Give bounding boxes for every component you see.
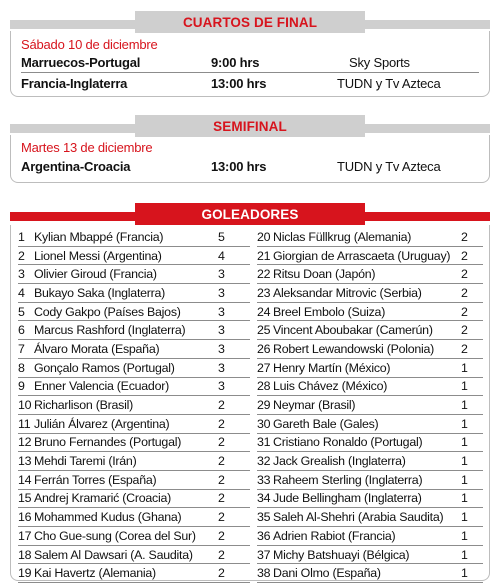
scorers-title: GOLEADORES xyxy=(135,203,365,225)
scorer-rank: 19 xyxy=(18,566,32,581)
scorer-rank: 6 xyxy=(18,323,25,338)
match-time: 9:00 hrs xyxy=(211,55,260,70)
scorer-rank: 34 xyxy=(257,491,271,506)
scorer-goals: 2 xyxy=(218,566,225,581)
scorer-goals: 2 xyxy=(461,304,468,319)
match-time: 13:00 hrs xyxy=(211,159,267,174)
scorer-goals: 3 xyxy=(218,379,225,394)
scorer-goals: 3 xyxy=(218,285,225,300)
scorer-row xyxy=(18,378,250,397)
scorer-row xyxy=(257,452,483,471)
scorer-row xyxy=(18,452,250,471)
scorer-name: Cristiano Ronaldo (Portugal) xyxy=(273,435,423,450)
scorer-rank: 9 xyxy=(18,379,25,394)
scorer-goals: 2 xyxy=(218,435,225,450)
scorer-row xyxy=(257,490,483,509)
match-tv: Sky Sports xyxy=(349,55,410,70)
scorer-row xyxy=(18,434,250,453)
scorer-goals: 3 xyxy=(218,304,225,319)
scorer-row xyxy=(257,378,483,397)
scorer-goals: 2 xyxy=(461,229,468,244)
scorers-box xyxy=(10,225,490,581)
scorer-name: Adrien Rabiot (Francia) xyxy=(273,528,396,543)
scorer-rank: 2 xyxy=(18,248,25,263)
scorer-goals: 2 xyxy=(218,491,225,506)
scorer-name: Jack Grealish (Inglaterra) xyxy=(273,454,406,469)
scorer-rank: 32 xyxy=(257,454,271,469)
scorer-rank: 7 xyxy=(18,341,25,356)
scorer-row xyxy=(18,490,250,509)
scorer-row xyxy=(18,303,250,322)
scorer-row xyxy=(257,284,483,303)
scorer-name: Ritsu Doan (Japón) xyxy=(273,267,376,282)
scorer-name: Andrej Kramarić (Croacia) xyxy=(34,491,171,506)
scorer-rank: 31 xyxy=(257,435,271,450)
scorer-name: Dani Olmo (España) xyxy=(273,566,381,581)
semifinal-header xyxy=(10,115,490,135)
scorer-name: Neymar (Brasil) xyxy=(273,398,356,413)
scorer-row xyxy=(18,359,250,378)
scorer-name: Gonçalo Ramos (Portugal) xyxy=(34,360,175,375)
scorer-row xyxy=(257,321,483,340)
match-row xyxy=(21,53,479,72)
scorer-row xyxy=(257,396,483,415)
scorer-rank: 14 xyxy=(18,472,32,487)
scorer-name: Olivier Giroud (Francia) xyxy=(34,267,157,282)
scorer-rank: 12 xyxy=(18,435,32,450)
scorer-rank: 3 xyxy=(18,267,25,282)
scorer-name: Enner Valencia (Ecuador) xyxy=(34,379,169,394)
scorer-goals: 1 xyxy=(461,454,468,469)
scorers-right-column xyxy=(257,228,483,583)
scorer-rank: 27 xyxy=(257,360,271,375)
scorer-name: Richarlison (Brasil) xyxy=(34,398,133,413)
scorer-goals: 1 xyxy=(461,547,468,562)
scorer-goals: 1 xyxy=(461,566,468,581)
scorer-name: Jude Bellingham (Inglaterra) xyxy=(273,491,422,506)
match-divider xyxy=(21,72,479,73)
scorer-goals: 1 xyxy=(461,416,468,431)
scorer-row xyxy=(18,265,250,284)
scorer-goals: 5 xyxy=(218,229,225,244)
scorer-row xyxy=(18,527,250,546)
scorer-goals: 2 xyxy=(461,285,468,300)
scorer-rank: 35 xyxy=(257,510,271,525)
match-row xyxy=(21,74,479,93)
scorer-goals: 2 xyxy=(218,510,225,525)
scorer-rank: 11 xyxy=(18,416,31,431)
match-tv: TUDN y Tv Azteca xyxy=(337,76,441,91)
scorer-goals: 3 xyxy=(218,341,225,356)
scorer-rank: 24 xyxy=(257,304,271,319)
scorer-rank: 28 xyxy=(257,379,271,394)
scorer-name: Álvaro Morata (España) xyxy=(34,341,160,356)
scorer-rank: 10 xyxy=(18,398,32,413)
semifinal-day: Martes 13 de diciembre xyxy=(21,140,153,155)
scorer-goals: 1 xyxy=(461,360,468,375)
scorer-goals: 2 xyxy=(218,398,225,413)
scorer-goals: 1 xyxy=(461,379,468,394)
scorer-name: Ferrán Torres (España) xyxy=(34,472,157,487)
scorer-goals: 1 xyxy=(461,528,468,543)
scorer-name: Mehdi Taremi (Irán) xyxy=(34,454,137,469)
scorer-name: Breel Embolo (Suiza) xyxy=(273,304,386,319)
scorer-name: Raheem Sterling (Inglaterra) xyxy=(273,472,423,487)
scorer-goals: 3 xyxy=(218,360,225,375)
scorer-goals: 2 xyxy=(461,267,468,282)
quarterfinals-header xyxy=(10,11,490,31)
scorer-row xyxy=(18,340,250,359)
match-teams: Marruecos-Portugal xyxy=(21,55,141,70)
scorer-goals: 2 xyxy=(461,341,468,356)
scorer-name: Marcus Rashford (Inglaterra) xyxy=(34,323,186,338)
scorer-name: Niclas Füllkrug (Alemania) xyxy=(273,229,412,244)
scorer-name: Robert Lewandowski (Polonia) xyxy=(273,341,435,356)
scorer-goals: 2 xyxy=(218,454,225,469)
scorer-row xyxy=(18,247,250,266)
scorer-row xyxy=(18,471,250,490)
scorer-name: Bruno Fernandes (Portugal) xyxy=(34,435,182,450)
scorer-row xyxy=(257,564,483,583)
scorer-name: Kylian Mbappé (Francia) xyxy=(34,229,164,244)
scorer-row xyxy=(18,321,250,340)
scorer-row xyxy=(18,508,250,527)
scorer-goals: 3 xyxy=(218,323,225,338)
scorer-row xyxy=(257,527,483,546)
scorer-rank: 26 xyxy=(257,341,271,356)
scorer-name: Lionel Messi (Argentina) xyxy=(34,248,162,263)
scorer-rank: 17 xyxy=(18,528,32,543)
scorer-goals: 2 xyxy=(218,547,225,562)
match-tv: TUDN y Tv Azteca xyxy=(337,159,441,174)
match-row xyxy=(21,157,479,176)
scorer-row xyxy=(257,434,483,453)
scorer-row xyxy=(257,471,483,490)
match-teams: Argentina-Croacia xyxy=(21,159,131,174)
scorer-name: Kai Havertz (Alemania) xyxy=(34,566,156,581)
scorer-rank: 38 xyxy=(257,566,271,581)
match-time: 13:00 hrs xyxy=(211,76,267,91)
scorer-goals: 1 xyxy=(461,510,468,525)
scorer-rank: 4 xyxy=(18,285,25,300)
scorer-row xyxy=(257,415,483,434)
scorer-rank: 23 xyxy=(257,285,271,300)
scorer-rank: 29 xyxy=(257,398,271,413)
scorer-goals: 1 xyxy=(461,398,468,413)
scorers-header xyxy=(10,203,490,223)
semifinal-title: SEMIFINAL xyxy=(135,115,365,137)
scorer-rank: 16 xyxy=(18,510,32,525)
scorer-row xyxy=(257,546,483,565)
scorer-row xyxy=(18,415,250,434)
scorer-row xyxy=(18,564,250,583)
scorer-rank: 22 xyxy=(257,267,271,282)
scorer-name: Michy Batshuayi (Bélgica) xyxy=(273,547,410,562)
quarterfinals-title: CUARTOS DE FINAL xyxy=(135,11,365,33)
scorer-name: Giorgian de Arrascaeta (Uruguay) xyxy=(273,248,451,263)
scorer-row xyxy=(18,284,250,303)
scorer-name: Cho Gue-sung (Corea del Sur) xyxy=(34,528,196,543)
scorer-rank: 25 xyxy=(257,323,271,338)
scorer-row xyxy=(18,228,250,247)
scorer-row xyxy=(257,340,483,359)
scorer-rank: 1 xyxy=(18,229,25,244)
scorer-rank: 5 xyxy=(18,304,25,319)
scorer-name: Luis Chávez (México) xyxy=(273,379,388,394)
scorer-name: Henry Martín (México) xyxy=(273,360,391,375)
scorer-row xyxy=(257,508,483,527)
scorer-name: Julián Álvarez (Argentina) xyxy=(34,416,170,431)
scorer-goals: 1 xyxy=(461,472,468,487)
scorer-goals: 3 xyxy=(218,267,225,282)
scorer-name: Saleh Al-Shehri (Arabia Saudita) xyxy=(273,510,444,525)
scorer-row xyxy=(257,303,483,322)
quarterfinals-box xyxy=(10,31,490,97)
scorer-goals: 4 xyxy=(218,248,225,263)
scorer-goals: 2 xyxy=(218,416,225,431)
scorer-rank: 15 xyxy=(18,491,32,506)
scorer-row xyxy=(257,247,483,266)
scorer-goals: 1 xyxy=(461,435,468,450)
scorer-row xyxy=(257,265,483,284)
scorer-goals: 2 xyxy=(461,323,468,338)
scorer-rank: 20 xyxy=(257,229,271,244)
scorer-rank: 36 xyxy=(257,528,271,543)
scorer-name: Cody Gakpo (Países Bajos) xyxy=(34,304,181,319)
scorer-rank: 21 xyxy=(257,248,271,263)
scorer-row xyxy=(257,359,483,378)
scorer-goals: 2 xyxy=(461,248,468,263)
scorer-row xyxy=(18,546,250,565)
quarterfinals-day: Sábado 10 de diciembre xyxy=(21,37,158,52)
scorer-goals: 1 xyxy=(461,491,468,506)
scorer-name: Vincent Aboubakar (Camerún) xyxy=(273,323,433,338)
scorer-name: Bukayo Saka (Inglaterra) xyxy=(34,285,166,300)
scorer-name: Gareth Bale (Gales) xyxy=(273,416,379,431)
scorer-goals: 2 xyxy=(218,472,225,487)
scorer-rank: 18 xyxy=(18,547,32,562)
scorer-name: Aleksandar Mitrovic (Serbia) xyxy=(273,285,422,300)
scorer-rank: 13 xyxy=(18,454,32,469)
scorer-row xyxy=(257,228,483,247)
scorer-rank: 30 xyxy=(257,416,271,431)
semifinal-box xyxy=(10,135,490,183)
scorer-row xyxy=(18,396,250,415)
scorer-rank: 8 xyxy=(18,360,25,375)
scorer-rank: 33 xyxy=(257,472,271,487)
scorer-rank: 37 xyxy=(257,547,271,562)
match-teams: Francia-Inglaterra xyxy=(21,76,128,91)
scorer-goals: 2 xyxy=(218,528,225,543)
scorers-left-column xyxy=(18,228,250,583)
scorer-name: Mohammed Kudus (Ghana) xyxy=(34,510,182,525)
scorer-name: Salem Al Dawsari (A. Saudita) xyxy=(34,547,193,562)
